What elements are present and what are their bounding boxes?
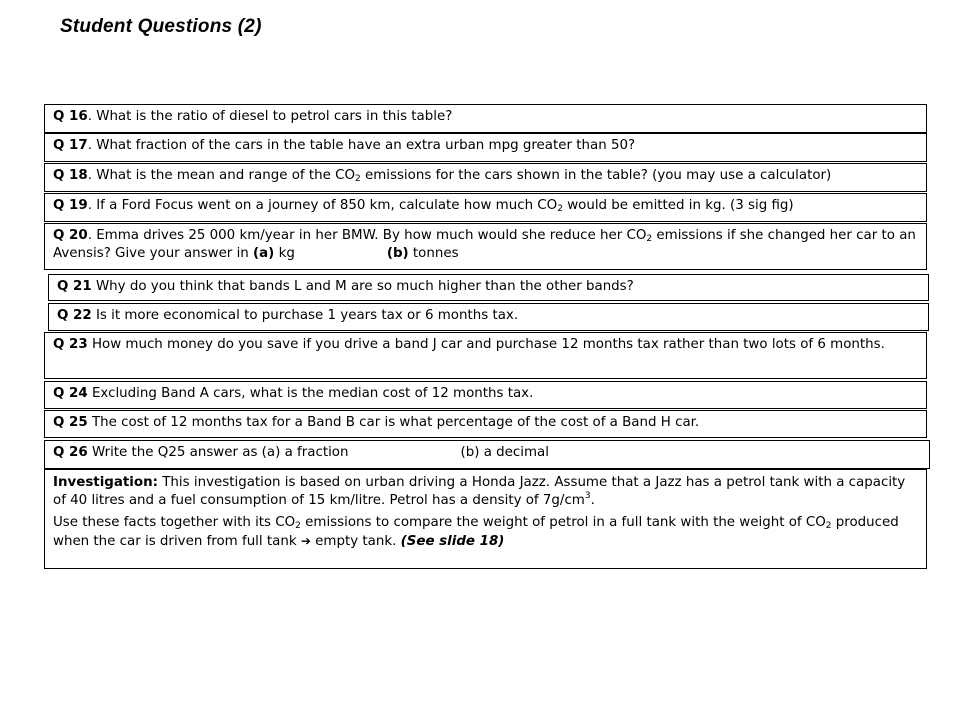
question-text: Write the Q25 answer as (a) a fraction	[87, 445, 349, 460]
question-text: Is it more economical to purchase 1 years tax or 6 months tax.	[91, 308, 519, 323]
question-text: . Emma drives 25 000 km/year in her BMW. By how much would she reduce her CO	[87, 228, 647, 243]
investigation-text: This investigation is based on urban driving a Honda Jazz. Assume that a Jazz has a petrol tank with a capacity of 40 litres and a fuel consumption of 15 km/litre. Petrol has a density of 7g/cm	[53, 475, 906, 508]
question-23	[44, 332, 927, 379]
superscript: 3	[584, 491, 591, 501]
subscript: 2	[557, 204, 563, 214]
question-20	[44, 223, 927, 270]
question-number: Q 20	[53, 228, 88, 243]
question-17	[44, 133, 927, 162]
question-text: Why do you think that bands L and M are so much higher than the other bands?	[91, 279, 634, 294]
part-a-label: (a)	[253, 246, 275, 261]
investigation-box	[44, 469, 927, 569]
question-number: Q 23	[53, 337, 88, 352]
investigation-paragraph-2	[53, 514, 918, 551]
arrow-icon: ➔	[300, 534, 311, 548]
question-18	[44, 163, 927, 192]
question-text: would be emitted in kg. (3 sig fig)	[562, 198, 794, 213]
question-number: Q 18	[53, 168, 88, 183]
investigation-text: Use these facts together with its CO	[53, 515, 296, 530]
question-21	[48, 274, 929, 301]
investigation-text: .	[590, 493, 595, 508]
question-number: Q 17	[53, 138, 88, 153]
question-text: emissions for the cars shown in the table? (you may use a calculator)	[360, 168, 832, 183]
question-number: Q 22	[57, 308, 92, 323]
question-number: Q 19	[53, 198, 88, 213]
part-b-unit: tonnes	[408, 246, 459, 261]
slide-reference: (See slide 18)	[400, 534, 505, 549]
subscript: 2	[825, 521, 832, 531]
question-number: Q 25	[53, 415, 88, 430]
question-text: (b) a decimal	[460, 445, 549, 460]
page-title: Student Questions (2)	[60, 16, 262, 37]
question-text: . What is the mean and range of the CO	[87, 168, 355, 183]
question-24	[44, 381, 927, 409]
question-number: Q 16	[53, 109, 88, 124]
subscript: 2	[646, 234, 653, 244]
question-text: How much money do you save if you drive a band J car and purchase 12 months tax rather than two lots of 6 months.	[87, 337, 885, 352]
question-text: . What is the ratio of diesel to petrol cars in this table?	[87, 109, 453, 124]
part-a-unit: kg	[274, 246, 295, 261]
question-16	[44, 104, 927, 133]
question-number: Q 24	[53, 386, 88, 401]
question-25	[44, 410, 927, 438]
investigation-text: produced when the car is driven from full tank	[53, 515, 899, 549]
question-text: . What fraction of the cars in the table have an extra urban mpg greater than 50?	[87, 138, 636, 153]
question-22	[48, 303, 929, 331]
question-number: Q 21	[57, 279, 92, 294]
investigation-paragraph-1	[53, 474, 918, 510]
investigation-label: Investigation:	[53, 475, 158, 490]
question-text: The cost of 12 months tax for a Band B car is what percentage of the cost of a Band H car.	[87, 415, 700, 430]
question-text: emissions if she changed her car to an Avensis? Give your answer in	[53, 228, 916, 261]
question-number: Q 26	[53, 445, 88, 460]
subscript: 2	[295, 521, 301, 531]
investigation-text: empty tank.	[310, 534, 401, 549]
question-19	[44, 193, 927, 222]
question-text: . If a Ford Focus went on a journey of 850 km, calculate how much CO	[87, 198, 558, 213]
question-text: Excluding Band A cars, what is the median cost of 12 months tax.	[87, 386, 534, 401]
subscript: 2	[354, 174, 361, 184]
investigation-text: emissions to compare the weight of petrol in a full tank with the weight of CO	[300, 515, 826, 530]
question-26	[44, 440, 930, 469]
part-b-label: (b)	[386, 246, 409, 261]
